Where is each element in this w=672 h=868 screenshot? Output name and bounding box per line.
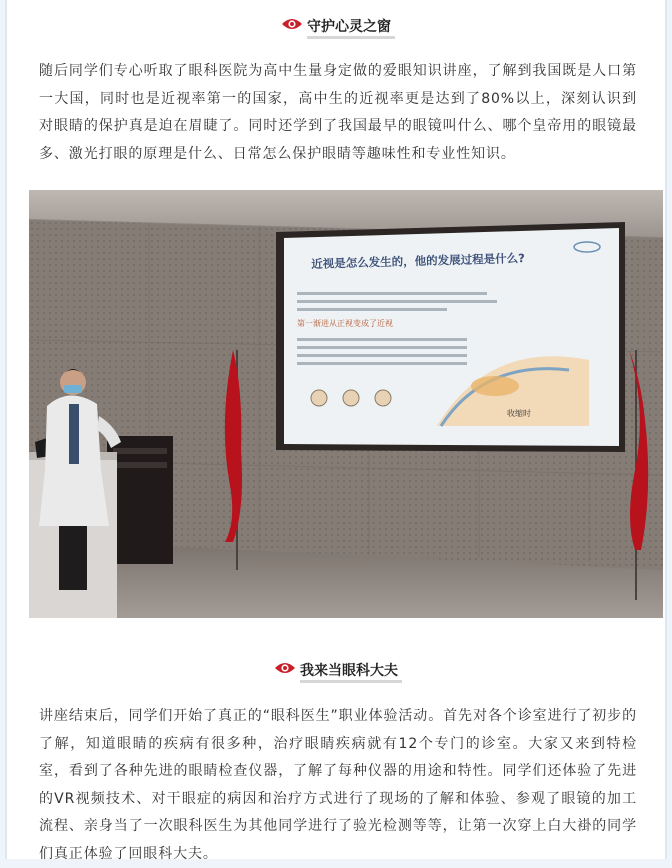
section-title: 我来当眼科大夫 [300,663,398,679]
section-paragraph-2: 讲座结束后，同学们开始了真正的“眼科医生”职业体验活动。首先对各个诊室进行了初步的了解，知道眼睛的疾病有很多种，治疗眼睛疾病就有12个专门的诊室。大家又来到特检室，看到了各种先进的眼睛检查仪器，了解了每种仪器的用途和特性。同学们还体验了先进的VR视频技术、对干眼症的病因和治疗方式进行了现场的了解和体验、参观了眼镜的加工流程、亲身当了一次眼科医生为其他同学进行了验光检测等等，让第一次穿上白大褂的同学们真正体验了回眼科大夫。 [39,708,637,862]
eye-icon [274,661,296,675]
section-title: 守护心灵之窗 [307,19,391,35]
slide-title: 近视是怎么发生的，他的发展过程是什么? [311,251,526,271]
section-heading-1 [7,16,669,39]
section-heading-2 [7,660,669,683]
slide-subtitle: 第一渐进从正视变成了近视 [297,319,393,328]
lecture-photo [29,190,663,618]
article-frame [5,0,667,862]
eye-icon [281,17,303,31]
slide-caption: 收缩时 [507,409,531,418]
section-paragraph-1: 随后同学们专心听取了眼科医院为高中生量身定做的爱眼知识讲座，了解到我国既是人口第一大国，同时也是近视率第一的国家，高中生的近视率更是达到了80%以上，深刻认识到对眼睛的保护真是迫在眉睫了。同时还学到了我国最早的眼镜叫什么、哪个皇帝用的眼镜最多、激光打眼的原理是什么、日常怎么保护眼睛等趣味性和专业性知识。 [39,63,637,162]
